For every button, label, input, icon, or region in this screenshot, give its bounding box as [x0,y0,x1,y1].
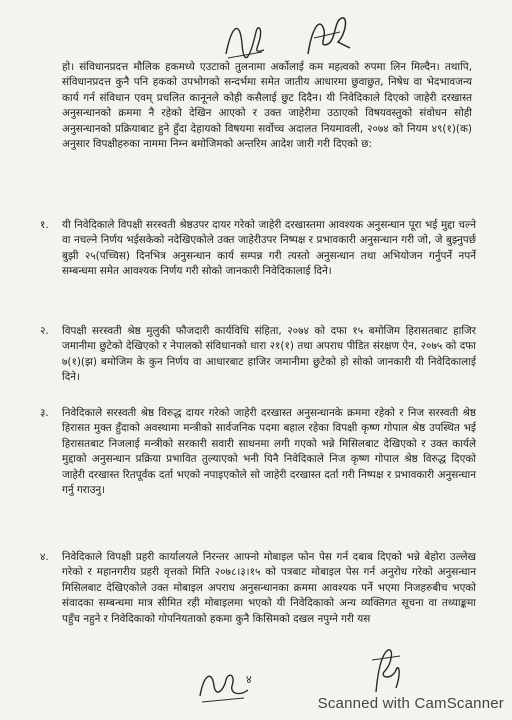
signature-top-left [222,14,268,64]
list-item-number: २. [40,325,49,337]
scanner-watermark: Scanned with CamScanner [317,695,504,712]
signature-bottom-right [366,640,406,700]
list-item-text: यी निवेदिकाले विपक्षी सरस्वती श्रेष्ठउपर दायर गरेको जाहेरी दरखास्तमा आवश्यक अनुसन्धान पूरा भई मुद्दा चल्ने वा नचल्ने निर्णय भईसकेको नदेखिएकोले उक्त जाहेरीउपर निष्पक्ष र प्रभावकारी अनुसन्धान गरी जो, जे बुझ्नुपर्छ बुझी २५(पच्चिस) दिनभित्र अनुसन्धान कार्य सम्पन्न गरी त्यस्तो अनुसन्धान तथा अभियोजन गर्नुपर्ने नपर्ने सम्बन्धमा समेत आवश्यक निर्णय गरी सोको जानकारी निवेदिकालाई दिने। [62,219,476,278]
list-item-text: निवेदिकाले सरस्वती श्रेष्ठ विरुद्ध दायर गरेको जाहेरी दरखास्त अनुसन्धानके क्रममा रहेको र निज सरस्वती श्रेष्ठ हिरासत मुक्त हुँदाको अवस्थामा मन्त्रीको सार्वजनिक पदमा बहाल रहेका विपक्षी कृष्ण गोपाल श्रेष्ठ उपस्थित भई हिरासतबाट निजलाई मन्त्रीको सरकारी सवारी साधनमा लगी गएको भन्ने मिसिलबाट देखिएको र उक्त कार्यले मुद्दाको अनुसन्धान प्रक्रिया प्रभावित तुल्याएको भनी यिनै निवेदिकाले निज कृष्ण गोपाल श्रेष्ठ विरुद्ध दिएको जाहेरी दरखास्त रितपूर्वक दर्ता भएको नपाइएकोले सो जाहेरी दरखास्त दर्ता गरी निष्पक्ष र प्रभावकारी अनुसन्धान गर्नु गराउनु। [62,407,476,497]
list-item-text: निवेदिकाले विपक्षी प्रहरी कार्यालयले निरन्तर आफ्नो मोबाइल फोन पेस गर्न दबाब दिएको भन्ने बेहोरा उल्लेख गरेको र महानगरीय प्रहरी वृत्तको मिति २०७८।३।१५ को पत्रबाट मोबाइल पेस गर्न अनुरोध गरेको अनुसन्धान मिसिलबाट देखिएकोले उक्त मोबाइल अपराध अनुसन्धानका क्रममा आवश्यक पर्ने भएमा निजहरुबीच भएको संवादका सम्बन्धमा मात्र सीमित रही मोबाइलमा भएको यी निवेदिकाको अन्य व्यक्तिगत सूचना वा तथ्याङ्कमा पहुँच नहुने र निवेदिकाको गोपनियताको हकमा कुनै किसिमको दखल नपुग्ने गरी यस [62,551,476,625]
intro-paragraph: हो। संविधानप्रदत्त मौलिक हकमध्ये एउटाको तुलनामा अर्कोलाई कम महत्वको रुपमा लिन मिल्दैन। तथापि, संविधानप्रदत्त कुनै पनि हकको उपभोगको सन्दर्भमा समेत जातीय आधारमा छुवाछुत, निषेध वा भेदभावजन्य कार्य गर्न संविधान एवम् प्रचलित कानूनले कोही कसैलाई छुट दिदैन। यी निवेदिकाले दिएको जाहेरी दरखास्त अनुसन्धानको क्रममा नै रहेको देखिन आएको र उक्त जाहेरीमा उठाएको विषयवस्तुको संवोधन सोही अनुसन्धानको प्रक्रियाबाट हुने हुँदा देहायको विषयमा सर्वोच्च अदालत नियमावली, २०७४ को नियम ४९(१)(क) अनुसार विपक्षीहरुका नाममा निम्न बमोजिमको अन्तरिम आदेश जारी गरी दिएको छ: [62,61,472,151]
list-item-number: ३. [40,407,49,419]
signature-bottom-left [196,660,252,708]
page-number: ४ [246,673,252,686]
list-item-number: १. [40,219,49,231]
list-item-text: विपक्षी सरस्वती श्रेष्ठ मुलुकी फौजदारी कार्यविधि संहिता, २०७४ को दफा १५ बमोजिम हिरासतबाट हाजिर जमानीमा छुटेको देखिएको र नेपालको संविधानको धारा २१(१) तथा अपराध पीडित संरक्षण ऐन, २०७५ को दफा ७(१)(झ) बमोजिम के कुन निर्णय वा आधारबाट हाजिर जमानीमा छुटेको हो सोको जानकारी यी निवेदिकालाई दिने। [62,325,476,384]
list-item-number: ४. [40,551,49,563]
signature-top-right [300,8,354,64]
